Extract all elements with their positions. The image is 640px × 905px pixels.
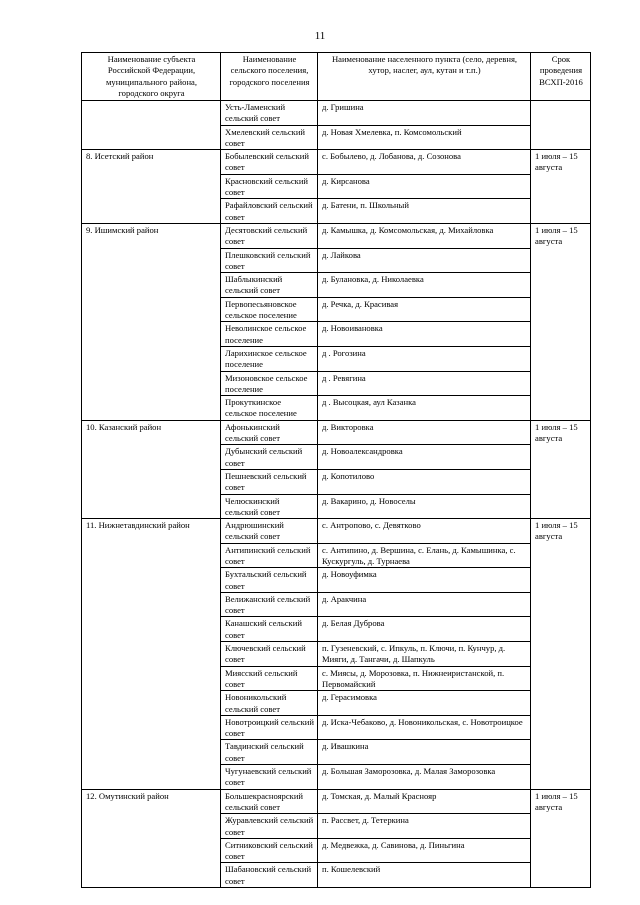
locality-cell: д . Ревягина: [318, 371, 531, 396]
settlement-cell: Прокуткинское сельское поселение: [221, 396, 318, 421]
settlement-cell: Афонькинский сельский совет: [221, 420, 318, 445]
table-row: [82, 150, 591, 175]
locality-cell: д. Гришина: [318, 101, 531, 126]
settlement-cell: Бобылевский сельский совет: [221, 150, 318, 175]
table-row: [82, 789, 591, 814]
locality-cell: д. Камышка, д. Комсомольская, д. Михайловка: [318, 223, 531, 248]
settlement-cell: Антипинский сельский совет: [221, 543, 318, 568]
locality-cell: д. Батени, п. Школьный: [318, 199, 531, 224]
locality-cell: д. Новая Хмелевка, п. Комсомольский: [318, 125, 531, 150]
locality-cell: д. Новоуфимка: [318, 568, 531, 593]
locality-cell: д. Вакарино, д. Новоселы: [318, 494, 531, 519]
page-number: 11: [314, 30, 326, 42]
locality-cell: д. Герасимовка: [318, 691, 531, 716]
settlement-cell: Тавдинский сельский совет: [221, 740, 318, 765]
settlement-cell: Дубынский сельский совет: [221, 445, 318, 470]
settlement-cell: Красновский сельский совет: [221, 174, 318, 199]
settlement-cell: Первопесьяновское сельское поселение: [221, 297, 318, 322]
table-row: [82, 101, 591, 126]
settlement-cell: Рафайловский сельский совет: [221, 199, 318, 224]
locality-cell: д. Копотилово: [318, 469, 531, 494]
locality-cell: д. Томская, д. Малый Краснояр: [318, 789, 531, 814]
settlement-cell: Миясский сельский совет: [221, 666, 318, 691]
settlement-cell: Челюскинский сельский совет: [221, 494, 318, 519]
locality-cell: д. Новоивановка: [318, 322, 531, 347]
locality-cell: д. Большая Заморозовка, д. Малая Заморозовка: [318, 765, 531, 790]
settlement-cell: Большекрасноярский сельский совет: [221, 789, 318, 814]
settlement-cell: Ключевский сельский совет: [221, 642, 318, 667]
locality-cell: д. Речка, д. Красивая: [318, 297, 531, 322]
locality-cell: д. Белая Дуброва: [318, 617, 531, 642]
settlement-cell: Шаблыкинский сельский совет: [221, 273, 318, 298]
settlement-cell: Бухтальский сельский совет: [221, 568, 318, 593]
locality-cell: с. Антипино, д. Вершина, с. Елань, д. Камышинка, с. Кускургуль, д. Турнаева: [318, 543, 531, 568]
locality-cell: п. Гузеневский, с. Ипкуль, п. Ключи, п. Кунчур, д. Мияги, д. Тангачи, д. Шапкуль: [318, 642, 531, 667]
district-cell: 12. Омутинский район: [82, 789, 221, 887]
table-body: [82, 101, 591, 888]
locality-cell: д. Булановка, д. Николаевка: [318, 273, 531, 298]
header-region: Наименование субъекта Российской Федерации, муниципального района, городского округа: [82, 53, 221, 101]
locality-cell: д . Высоцкая, аул Казанка: [318, 396, 531, 421]
district-cell: 11. Нижнетавдинский район: [82, 519, 221, 790]
settlement-cell: Хмелевский сельский совет: [221, 125, 318, 150]
settlement-cell: Журавлевский сельский совет: [221, 814, 318, 839]
district-cell: [82, 101, 221, 150]
settlement-cell: Канашский сельский совет: [221, 617, 318, 642]
table-row: [82, 519, 591, 544]
period-cell: 1 июля – 15 августа: [531, 789, 591, 887]
locality-cell: д. Медвежка, д. Савинова, д. Пиньгина: [318, 838, 531, 863]
settlement-cell: Шабановский сельский совет: [221, 863, 318, 888]
district-cell: 9. Ишимский район: [82, 223, 221, 420]
settlement-cell: Неволинское сельское поселение: [221, 322, 318, 347]
table-row: [82, 420, 591, 445]
census-schedule-table: [81, 52, 591, 888]
header-settlement: Наименование сельского поселения, городского поселения: [221, 53, 318, 101]
locality-cell: с. Миясы, д. Морозовка, п. Нижнеиристанской, п. Первомайский: [318, 666, 531, 691]
settlement-cell: Новоникольский сельский совет: [221, 691, 318, 716]
locality-cell: с. Бобылево, д. Лобанова, д. Созонова: [318, 150, 531, 175]
period-cell: 1 июля – 15 августа: [531, 150, 591, 224]
settlement-cell: Плешковский сельский совет: [221, 248, 318, 273]
period-cell: [531, 101, 591, 150]
table-row: [82, 223, 591, 248]
settlement-cell: Чугунаевский сельский совет: [221, 765, 318, 790]
settlement-cell: Велижанский сельский совет: [221, 592, 318, 617]
locality-cell: д. Лайкова: [318, 248, 531, 273]
locality-cell: с. Антропово, с. Девятково: [318, 519, 531, 544]
locality-cell: д. Аракчина: [318, 592, 531, 617]
district-cell: 10. Казанский район: [82, 420, 221, 518]
settlement-cell: Десятовский сельский совет: [221, 223, 318, 248]
period-cell: 1 июля – 15 августа: [531, 223, 591, 420]
locality-cell: д. Ивашкина: [318, 740, 531, 765]
locality-cell: п. Кошелевский: [318, 863, 531, 888]
settlement-cell: Усть-Ламенский сельский совет: [221, 101, 318, 126]
settlement-cell: Пешневский сельский совет: [221, 469, 318, 494]
table-header-row: [82, 53, 591, 101]
settlement-cell: Андрюшинский сельский совет: [221, 519, 318, 544]
locality-cell: д. Новоалександровка: [318, 445, 531, 470]
header-period: Срок проведения ВСХП-2016: [531, 53, 591, 101]
locality-cell: д. Викторовка: [318, 420, 531, 445]
locality-cell: п. Рассвет, д. Тетеркина: [318, 814, 531, 839]
settlement-cell: Ситниковский сельский совет: [221, 838, 318, 863]
settlement-cell: Новотроицкий сельский совет: [221, 715, 318, 740]
header-locality: Наименование населенного пункта (село, деревня, хутор, наслег, аул, кутан и т.п.): [318, 53, 531, 101]
period-cell: 1 июля – 15 августа: [531, 420, 591, 518]
settlement-cell: Мизоновское сельское поселение: [221, 371, 318, 396]
locality-cell: д. Иска-Чебаково, д. Новоникольская, с. Новотроицкое: [318, 715, 531, 740]
locality-cell: д . Рогозина: [318, 346, 531, 371]
locality-cell: д. Кирсанова: [318, 174, 531, 199]
settlement-cell: Ларихинское сельское поселение: [221, 346, 318, 371]
district-cell: 8. Исетский район: [82, 150, 221, 224]
period-cell: 1 июля – 15 августа: [531, 519, 591, 790]
